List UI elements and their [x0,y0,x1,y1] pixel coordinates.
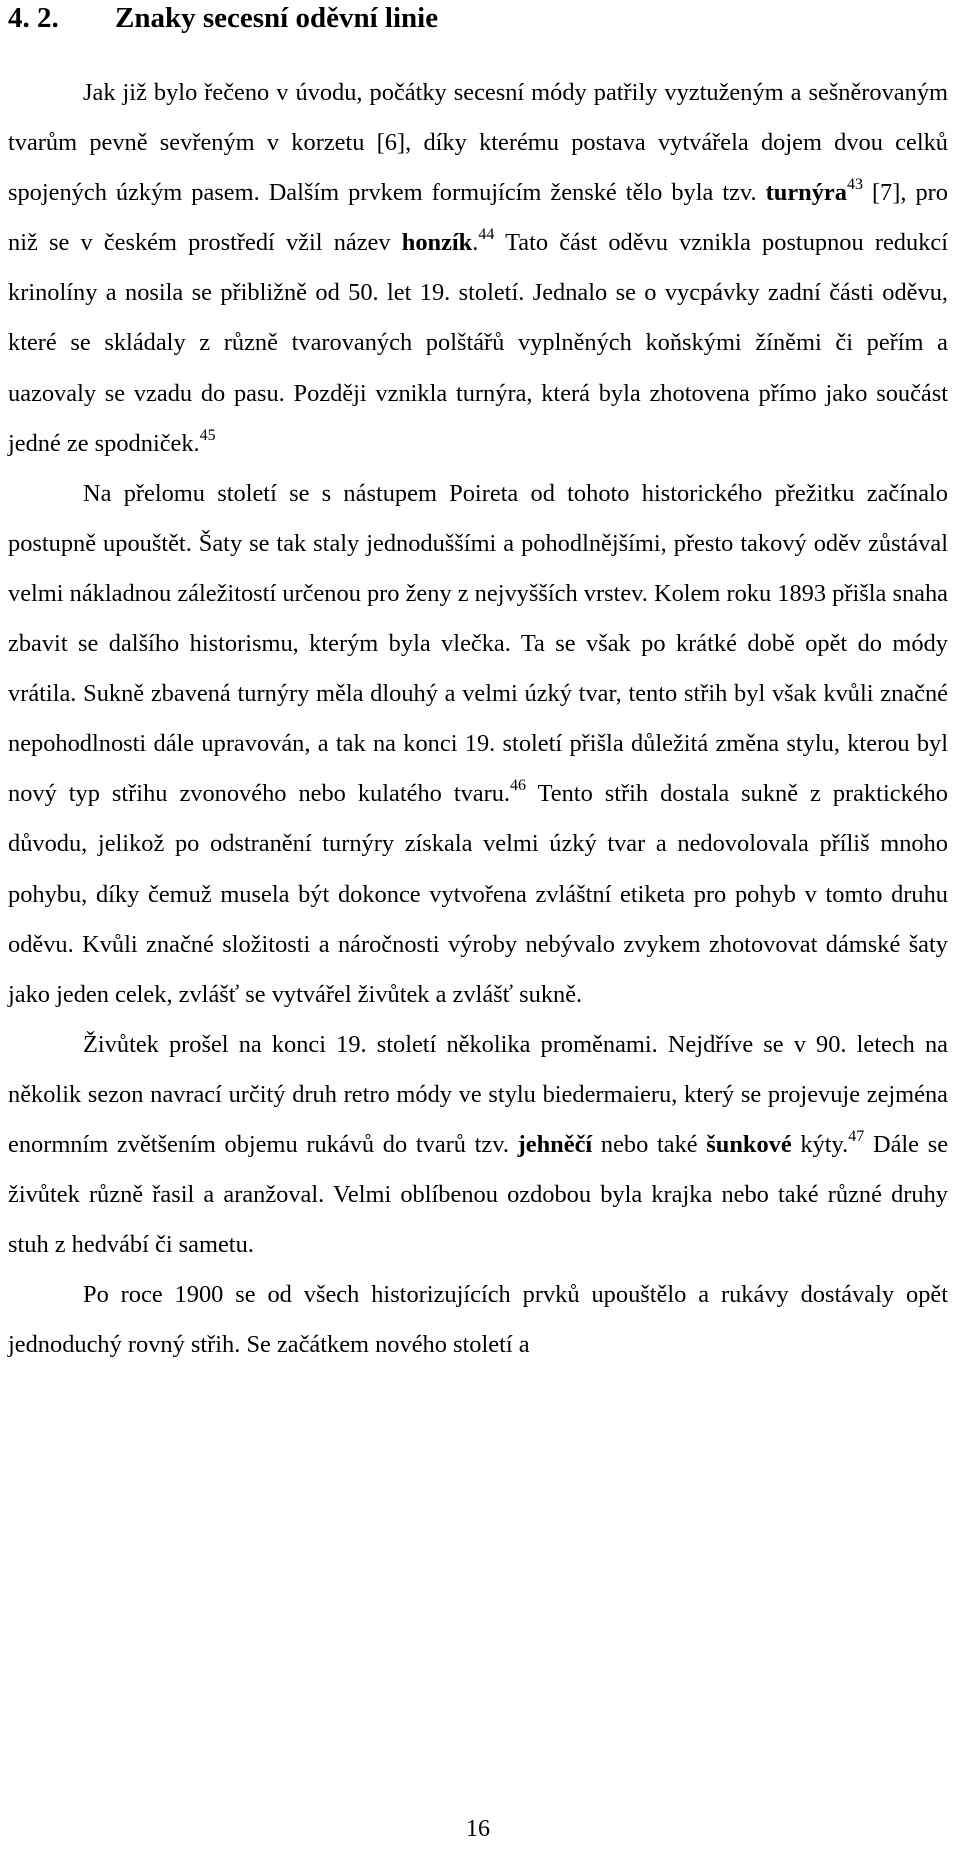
p4-text-a: Po roce 1900 se od všech historizujících prvků upouštělo a rukávy dostávaly opět jednoduchý rovný střih. Se začátkem nového století a [8,1281,948,1359]
p3-text-a: Živůtek prošel na konci 19. století několika proměnami. Nejdříve se v 90. letech na několik sezon navrací určitý druh retro módy ve stylu biedermaieru, který se projevuje zejména enormním zvětšením objemu rukávů do tvarů tzv. [8,1030,948,1158]
footnote-ref-43: 43 [846,176,863,194]
paragraph-4 [8,1270,948,1370]
page-number: 16 [466,1816,490,1842]
term-turnyra: turnýra [765,179,847,207]
p1-text-a: Jak již bylo řečeno v úvodu, počátky secesní módy patřily vyztuženým a sešněrovaným tvarům pevně sevřeným v korzetu [6], díky kterému postava vytvářela dojem dvou celků spojených úzkým pasem. Dalším prvkem formujícím ženské tělo byla tzv. [8,79,948,207]
section-heading [8,0,948,35]
paragraph-3 [8,1020,948,1270]
paragraph-2 [8,469,948,1020]
footnote-ref-44: 44 [478,226,495,244]
p3-text-b: nebo také [592,1130,707,1158]
footnote-ref-45: 45 [199,426,216,444]
p1-text-c: . [472,229,479,257]
p2-text-a: Na přelomu století se s nástupem Poireta od tohoto historického přežitku začínalo postupně upouštět. Šaty se tak staly jednoduššími a pohodlnějšími, přesto takový oděv zůstával velmi nákladnou záležitostí určenou pro ženy z nejvyšších vrstev. Kolem roku 1893 přišla snaha zbavit se dalšího historismu, kterým byla vlečka. Ta se však po krátké době opět do módy vrátila. Sukně zbavená turnýry měla dlouhý a velmi úzký tvar, tento střih byl však kvůli značné nepohodlnosti dále upravován, a tak na konci 19. století přišla důležitá změna stylu, kterou byl nový typ střihu zvonového nebo kulatého tvaru. [8,479,948,808]
p3-text-c: kýty. [791,1130,849,1158]
term-honzik: honzík [401,229,473,257]
p1-text-d: Tato část oděvu vznikla postupnou redukcí krinolíny a nosila se přibližně od 50. let 19. století. Jednalo se o vycpávky zadní části oděvu, které se skládaly z různě tvarovaných polštářů vyplněných koňskými žíněmi či peřím a uazovaly se vzadu do pasu. Později vznikla turnýra, která byla zhotovena přímo jako součást jedné ze spodniček. [8,229,948,457]
body-text [8,68,948,1370]
p1-text-b: [7], pro niž se v českém prostředí vžil název [8,179,948,257]
footnote-ref-47: 47 [848,1127,865,1145]
section-number: 4. 2. [8,2,59,34]
document-page [8,0,949,1842]
p2-text-b: Tento střih dostala sukně z praktického důvodu, jelikož po odstranění turnýry získala velmi úzký tvar a nedovolovala příliš mnoho pohybu, díky čemuž musela být dokonce vytvořena zvláštní etiketa pro pohyb v tomto druhu oděvu. Kvůli značné složitosti a náročnosti výroby nebývalo zvykem zhotovovat dámské šaty jako jeden celek, zvlášť se vytvářel živůtek a zvlášť sukně. [8,780,948,1008]
paragraph-1 [8,68,948,469]
section-title: Znaky secesní oděvní linie [115,2,439,34]
footnote-ref-46: 46 [510,777,527,795]
p3-text-d: Dále se živůtek různě řasil a aranžoval. Velmi oblíbenou ozdobou byla krajka nebo také různé druhy stuh z hedvábí či sametu. [8,1130,949,1259]
term-sunkove: šunkové [706,1130,792,1158]
term-jehneci: jehněčí [517,1130,593,1158]
